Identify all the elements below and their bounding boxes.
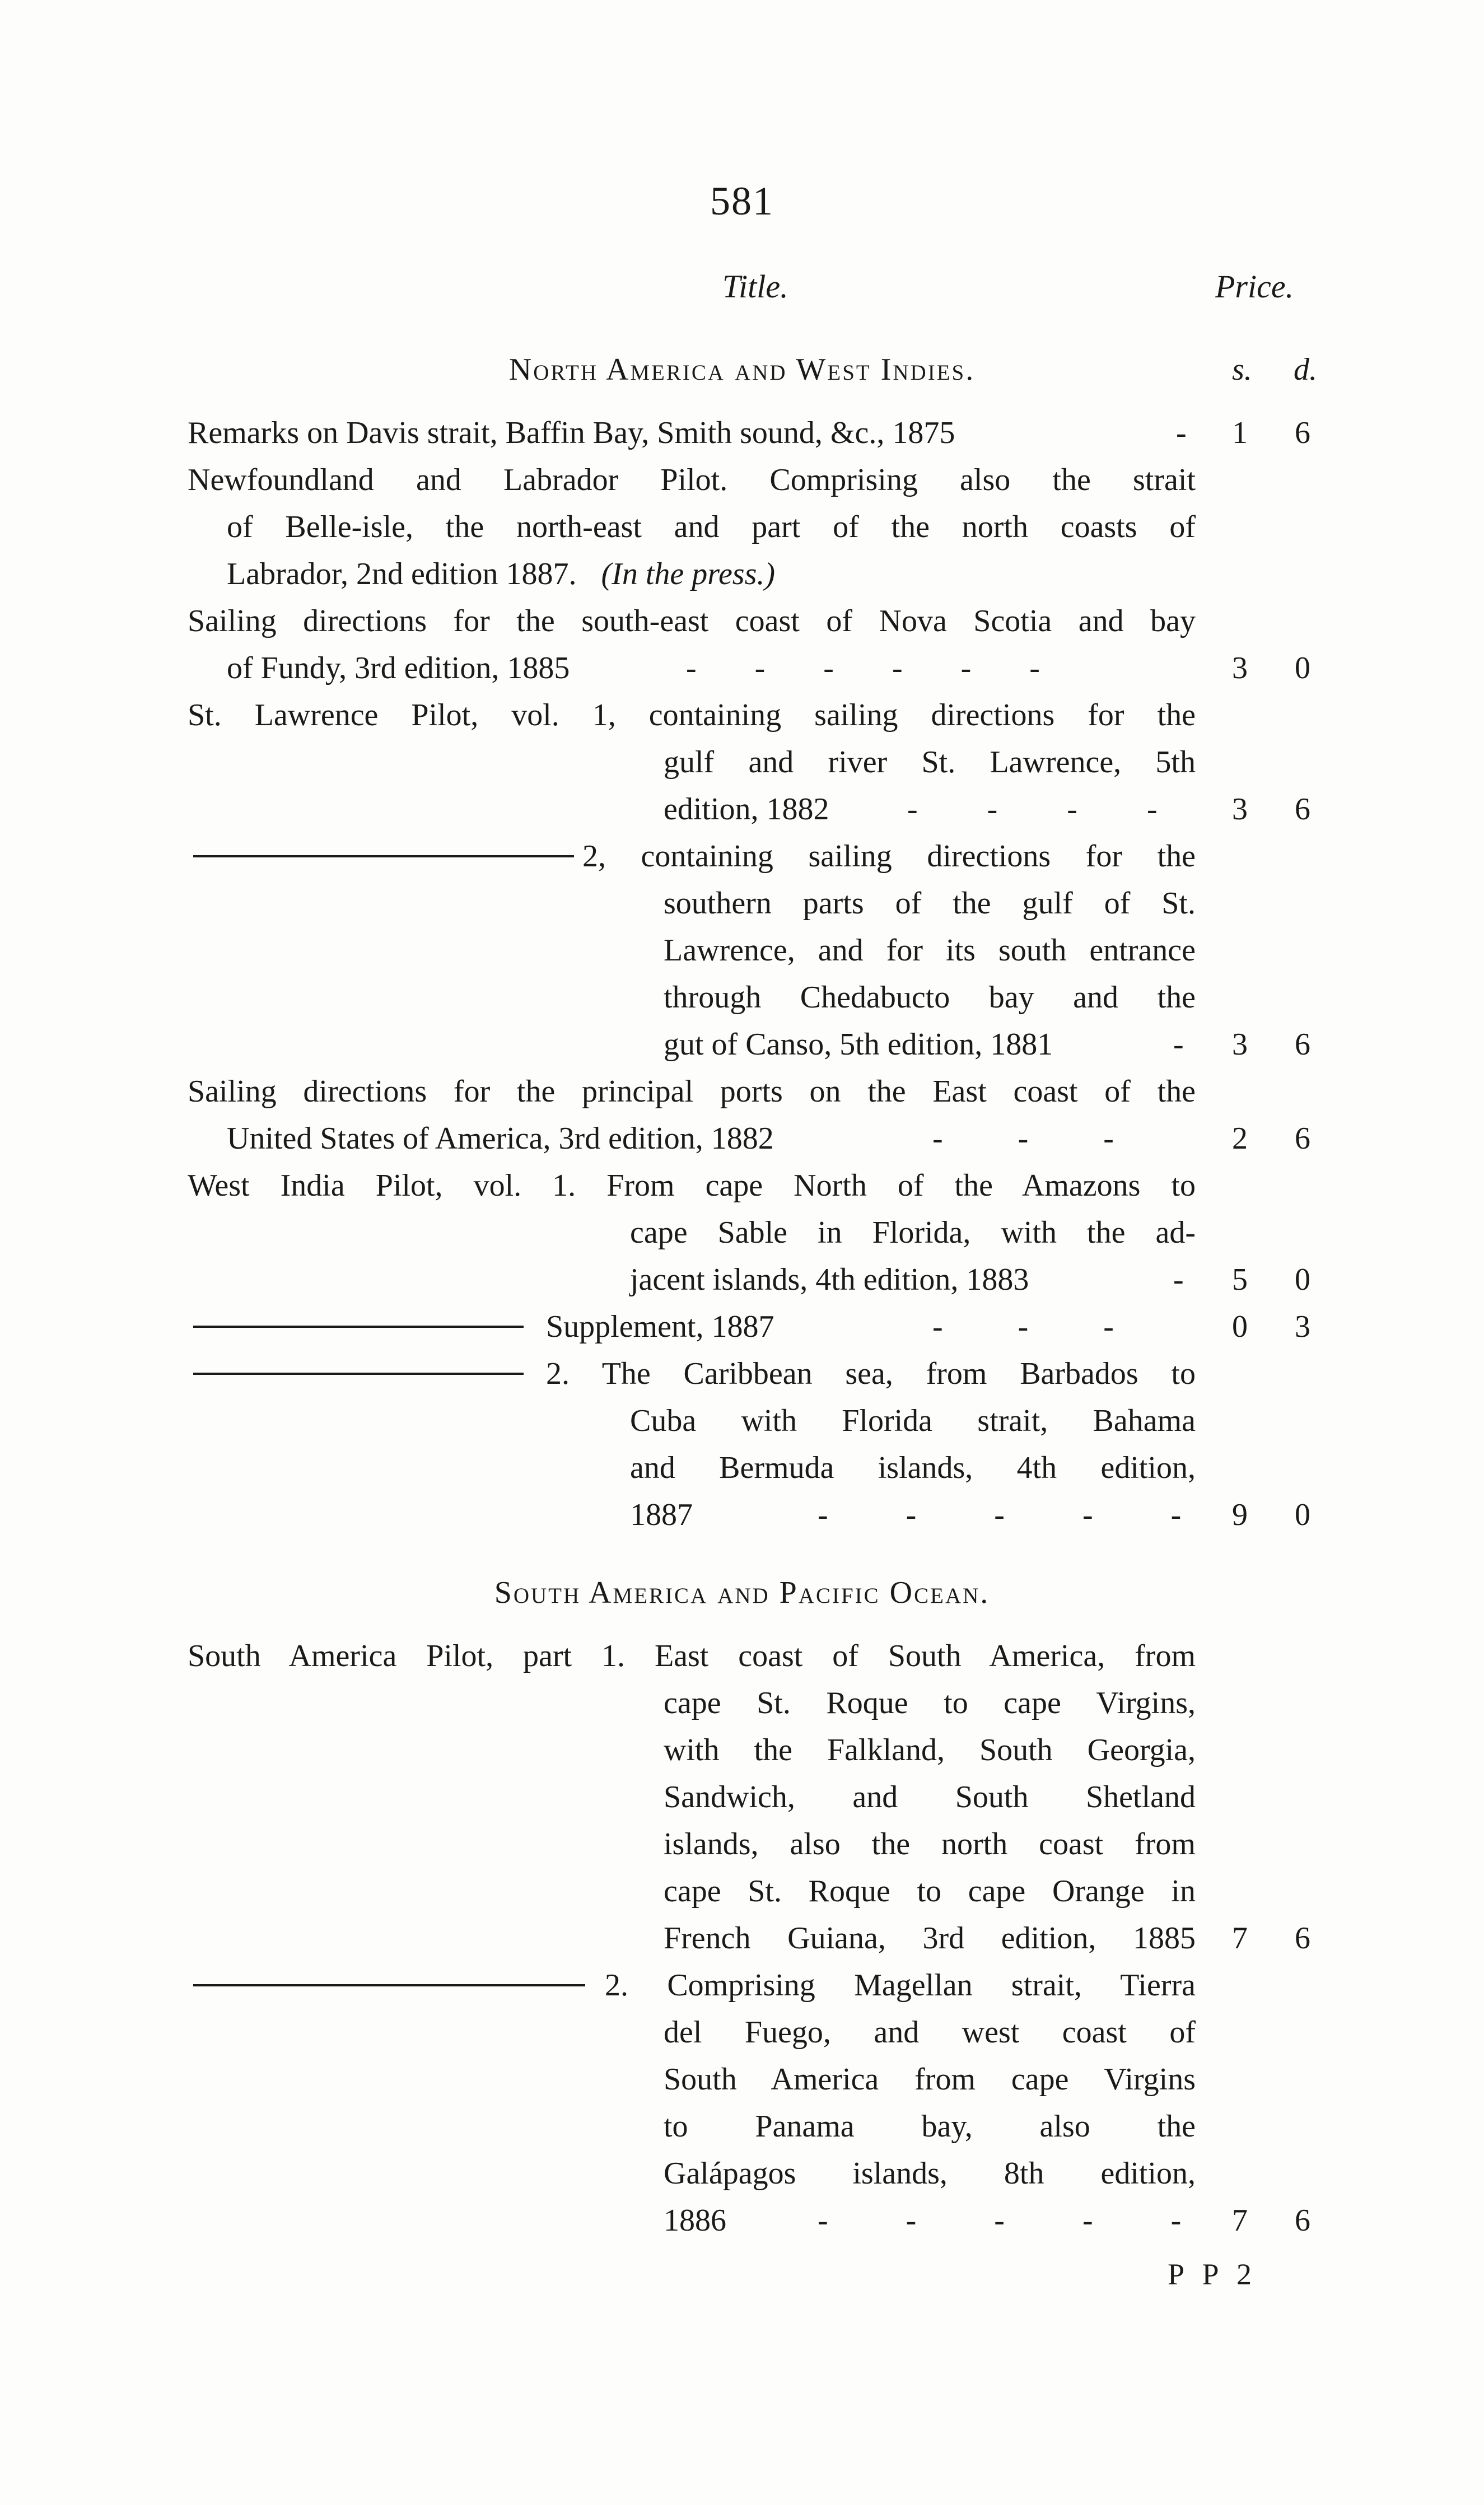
price-d: 0 — [1295, 1498, 1310, 1532]
entry-newfoundland-line: of Belle-isle, the north-east and part of the north coasts of — [227, 510, 1196, 544]
entry-west-india-1-line: West India Pilot, vol. 1. From cape North of the Amazons to — [188, 1168, 1196, 1203]
price-d: 6 — [1295, 416, 1310, 450]
entry-south-america-2-line: 2. Comprising Magellan strait, Tierra — [605, 1968, 1196, 2003]
entry-nova-scotia-line: Sailing directions for the south-east coast of Nova Scotia and bay — [188, 604, 1196, 638]
unit-pence: d. — [1294, 352, 1317, 387]
entry-south-america-1-line: islands, also the north coast from — [664, 1827, 1196, 1862]
leader-dashes: - - - - - - — [686, 651, 1040, 685]
entry-newfoundland-press: (In the press.) — [601, 557, 776, 591]
entry-st-lawrence-2-line: southern parts of the gulf of St. — [664, 886, 1196, 921]
price-d: 6 — [1295, 1921, 1310, 1956]
entry-south-america-2-price — [1232, 2201, 1310, 2240]
page-number: 581 — [710, 179, 774, 223]
entry-west-india-supplement-line: Supplement, 1887 — [546, 1309, 774, 1344]
section-heading-north-america: North America and West Indies. — [508, 352, 976, 387]
entry-south-america-2-line: South America from cape Virgins — [664, 2062, 1196, 2097]
entry-us-east-line: United States of America, 3rd edition, 1882 — [227, 1121, 774, 1156]
entry-st-lawrence-2-line: 2, containing sailing directions for the — [582, 839, 1196, 874]
price-d: 6 — [1295, 1027, 1310, 1062]
entry-st-lawrence-1-price — [1232, 790, 1310, 829]
price-s: 7 — [1232, 2203, 1248, 2238]
entry-nova-scotia-price — [1232, 649, 1310, 688]
price-d: 0 — [1295, 651, 1310, 685]
entry-newfoundland-line: Newfoundland and Labrador Pilot. Comprising also the strait — [188, 463, 1196, 497]
price-s: 5 — [1232, 1262, 1248, 1297]
entry-west-india-supplement-price — [1232, 1307, 1310, 1346]
entry-st-lawrence-2-price — [1232, 1025, 1310, 1064]
entry-south-america-1-line: French Guiana, 3rd edition, 1885 — [664, 1921, 1196, 1956]
entry-davis-dash: - — [1176, 416, 1187, 450]
entry-st-lawrence-1-line: edition, 1882 — [664, 792, 829, 827]
ditto-rule — [193, 1326, 524, 1328]
entry-st-lawrence-2-line: through Chedabucto bay and the — [664, 980, 1196, 1015]
price-s: 2 — [1232, 1121, 1248, 1156]
entry-newfoundland-line3: Labrador, 2nd edition 1887. — [227, 557, 577, 591]
leader-dashes: - - - - - — [818, 1498, 1182, 1532]
price-s: 3 — [1232, 792, 1248, 827]
leader-dashes: - - - — [932, 1121, 1114, 1156]
entry-west-india-2-price — [1232, 1495, 1310, 1534]
entry-south-america-1-line: with the Falkland, South Georgia, — [664, 1733, 1196, 1767]
entry-south-america-1-line: South America Pilot, part 1. East coast of South America, from — [188, 1639, 1196, 1673]
column-header-price: Price. — [1215, 268, 1294, 305]
signature-mark: P P 2 — [1168, 2257, 1258, 2291]
entry-west-india-2-line: Cuba with Florida strait, Bahama — [630, 1403, 1196, 1438]
entry-davis-text: Remarks on Davis strait, Baffin Bay, Smith sound, &c., 1875 — [188, 416, 955, 450]
leader-dashes: - - - - - — [818, 2203, 1182, 2238]
entry-us-east-line: Sailing directions for the principal ports on the East coast of the — [188, 1074, 1196, 1109]
price-s: 3 — [1232, 1027, 1248, 1062]
entry-davis-price — [1232, 413, 1310, 453]
leader-dashes: - — [1173, 1262, 1184, 1297]
price-s: 9 — [1232, 1498, 1248, 1532]
entry-south-america-1-line: cape St. Roque to cape Orange in — [664, 1874, 1196, 1909]
entry-nova-scotia-line: of Fundy, 3rd edition, 1885 — [227, 651, 570, 685]
entry-west-india-2-line: and Bermuda islands, 4th edition, — [630, 1450, 1196, 1485]
entry-south-america-1-line: Sandwich, and South Shetland — [664, 1780, 1196, 1814]
entry-west-india-2-line: 2. The Caribbean sea, from Barbados to — [546, 1356, 1196, 1391]
entry-us-east-price — [1232, 1119, 1310, 1158]
price-d: 6 — [1295, 2203, 1310, 2238]
entry-south-america-2-line: to Panama bay, also the — [664, 2109, 1196, 2144]
entry-west-india-1-price — [1232, 1260, 1310, 1299]
price-s: 1 — [1232, 416, 1248, 450]
price-s: 3 — [1232, 651, 1248, 685]
entry-west-india-2-line: 1887 — [630, 1498, 693, 1532]
leader-dashes: - — [1173, 1027, 1184, 1062]
price-d: 3 — [1295, 1309, 1310, 1344]
price-d: 0 — [1295, 1262, 1310, 1297]
entry-st-lawrence-2-line: Lawrence, and for its south entrance — [664, 933, 1196, 968]
ditto-rule — [193, 1984, 585, 1986]
price-s: 7 — [1232, 1921, 1248, 1956]
entry-south-america-2-line: 1886 — [664, 2203, 726, 2238]
unit-shillings: s. — [1232, 352, 1252, 387]
leader-dashes: - - - — [932, 1309, 1114, 1344]
entry-south-america-1-line: cape St. Roque to cape Virgins, — [664, 1686, 1196, 1720]
entry-st-lawrence-1-line: gulf and river St. Lawrence, 5th — [664, 745, 1196, 780]
column-header-title: Title. — [722, 268, 788, 305]
price-d: 6 — [1295, 1121, 1310, 1156]
ditto-rule — [193, 855, 574, 857]
section-heading-south-america: South America and Pacific Ocean. — [494, 1575, 990, 1610]
entry-west-india-1-line: cape Sable in Florida, with the ad- — [630, 1215, 1196, 1250]
entry-st-lawrence-1-line: St. Lawrence Pilot, vol. 1, containing sailing directions for the — [188, 698, 1196, 733]
entry-south-america-2-line: del Fuego, and west coast of — [664, 2015, 1196, 2050]
ditto-rule — [193, 1373, 524, 1375]
entry-newfoundland-line — [227, 554, 775, 594]
price-d: 6 — [1295, 792, 1310, 827]
entry-west-india-1-line: jacent islands, 4th edition, 1883 — [630, 1262, 1029, 1297]
entry-st-lawrence-2-line: gut of Canso, 5th edition, 1881 — [664, 1027, 1053, 1062]
entry-south-america-2-line: Galápagos islands, 8th edition, — [664, 2156, 1196, 2191]
leader-dashes: - - - - — [907, 792, 1158, 827]
entry-south-america-1-price — [1232, 1919, 1310, 1958]
price-s: 0 — [1232, 1309, 1248, 1344]
